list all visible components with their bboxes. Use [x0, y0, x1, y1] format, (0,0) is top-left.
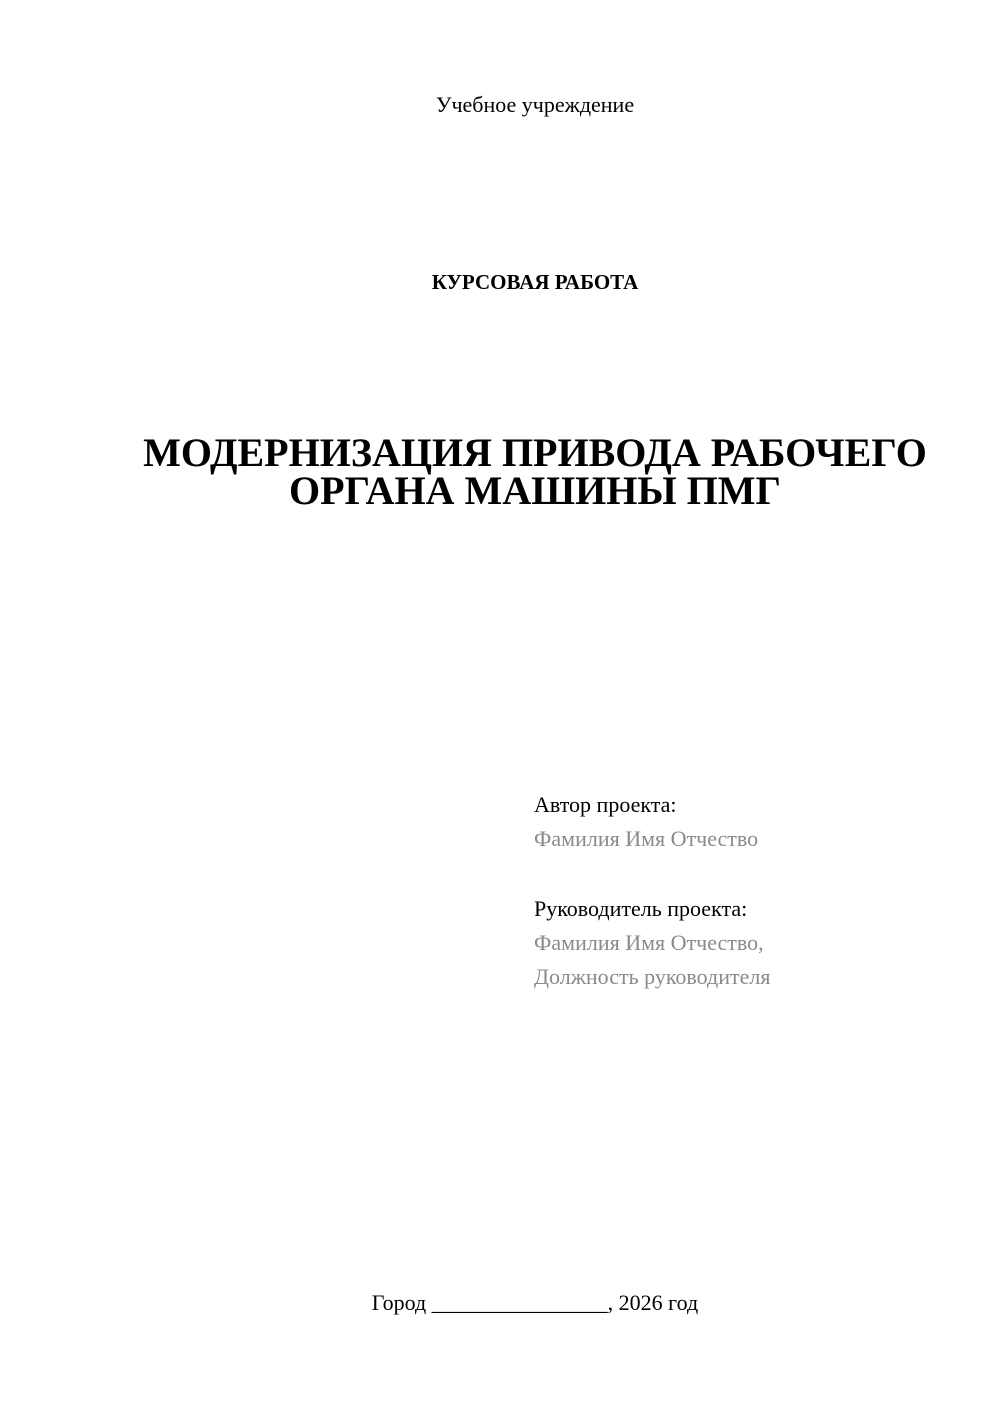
info-spacer: [534, 856, 770, 892]
supervisor-label: Руководитель проекта:: [534, 896, 748, 921]
title-line-2: ОРГАНА МАШИНЫ ПМГ: [289, 468, 781, 513]
supervisor-position: Должность руководителя: [534, 964, 771, 989]
city-year-line: Город ________________, 2026 год: [371, 1290, 699, 1315]
project-info-block: [534, 788, 770, 994]
document-title: [0, 430, 1000, 513]
author-label: Автор проекта:: [534, 792, 677, 817]
title-line-1: МОДЕРНИЗАЦИЯ ПРИВОДА РАБОЧЕГО: [143, 430, 927, 475]
supervisor-name: Фамилия Имя Отчество,: [534, 930, 764, 955]
institution-name: Учебное учреждение: [435, 92, 635, 117]
work-type-heading: КУРСОВАЯ РАБОТА: [431, 270, 639, 294]
author-name: Фамилия Имя Отчество: [534, 826, 759, 851]
